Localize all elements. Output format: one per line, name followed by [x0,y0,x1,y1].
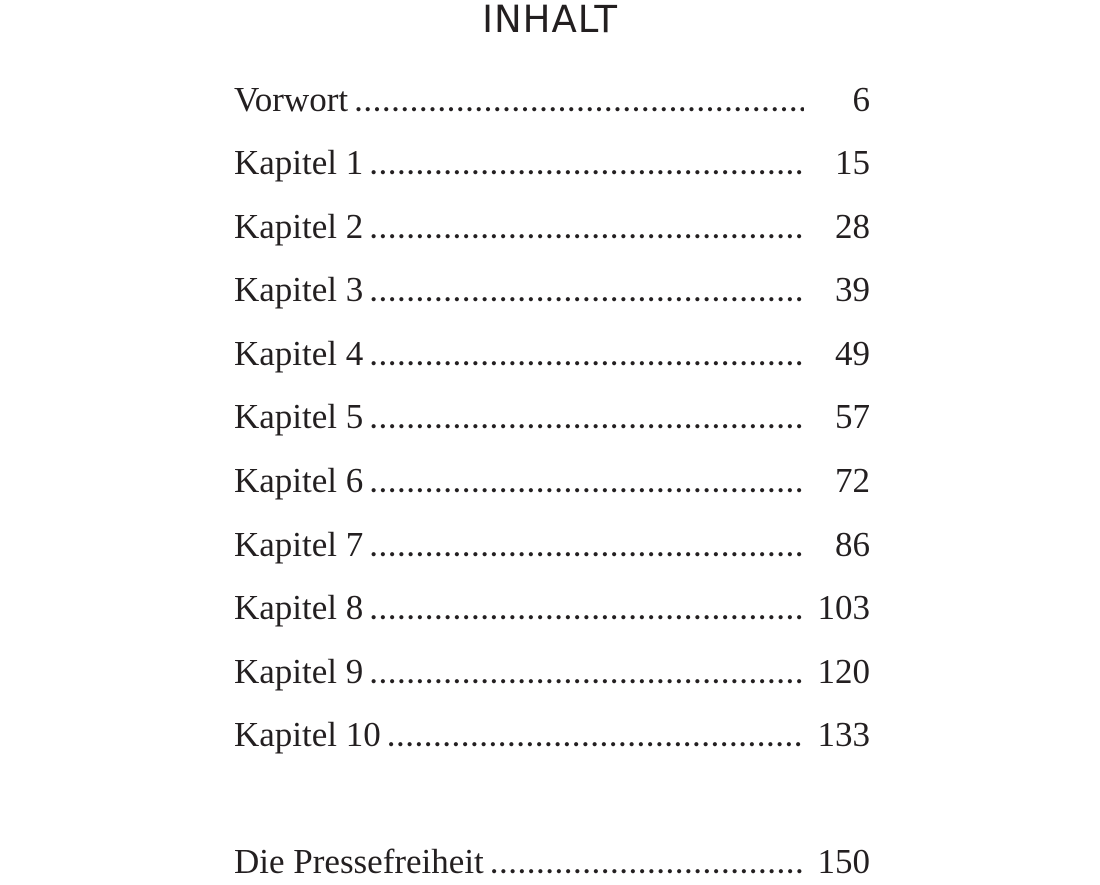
toc-entry-page: 150 [817,842,870,881]
page-title: INHALT [482,0,618,41]
toc-entry-page: 49 [835,334,870,373]
toc-entry-kapitel-2[interactable] [234,204,870,250]
toc-entry-label: Kapitel 1 [234,143,364,182]
toc-entry-label: Vorwort [234,80,349,119]
dot-leader [369,585,804,631]
toc-entry-die-pressefreiheit[interactable] [234,839,870,885]
dot-leader [354,77,804,123]
toc-entry-label: Kapitel 10 [234,715,381,754]
dot-leader [369,394,804,440]
toc-entry-page: 6 [852,80,870,119]
toc-entry-kapitel-8[interactable] [234,585,870,631]
dot-leader [369,522,804,568]
toc-entry-kapitel-4[interactable] [234,331,870,377]
toc-entry-label: Kapitel 4 [234,334,364,373]
toc-entry-label: Kapitel 6 [234,461,364,500]
toc-entry-page: 103 [817,588,870,627]
toc-entry-vorwort[interactable] [234,77,870,123]
toc-entry-label: Kapitel 8 [234,588,364,627]
toc-entry-kapitel-6[interactable] [234,458,870,504]
dot-leader [369,267,804,313]
toc-entry-page: 15 [835,143,870,182]
dot-leader [369,331,804,377]
toc-entry-label: Kapitel 9 [234,652,364,691]
toc-entry-kapitel-1[interactable] [234,140,870,186]
dot-leader [490,839,804,885]
toc-entry-kapitel-5[interactable] [234,394,870,440]
toc-entry-label: Kapitel 3 [234,270,364,309]
toc-entry-label: Kapitel 2 [234,207,364,246]
toc-entry-kapitel-3[interactable] [234,267,870,313]
table-of-contents [234,0,870,880]
toc-entry-page: 133 [817,715,870,754]
toc-entry-page: 28 [835,207,870,246]
dot-leader [369,204,804,250]
toc-entry-label: Kapitel 5 [234,397,364,436]
toc-entry-page: 57 [835,397,870,436]
toc-entry-page: 86 [835,525,870,564]
toc-entry-kapitel-10[interactable] [234,712,870,758]
dot-leader [369,458,804,504]
dot-leader [369,649,804,695]
toc-entry-page: 120 [817,652,870,691]
toc-entry-page: 39 [835,270,870,309]
dot-leader [369,140,804,186]
toc-entry-kapitel-7[interactable] [234,522,870,568]
dot-leader [387,712,804,758]
toc-entry-page: 72 [835,461,870,500]
toc-entry-label: Die Pressefreiheit [234,842,484,881]
toc-entry-kapitel-9[interactable] [234,649,870,695]
toc-entry-label: Kapitel 7 [234,525,364,564]
